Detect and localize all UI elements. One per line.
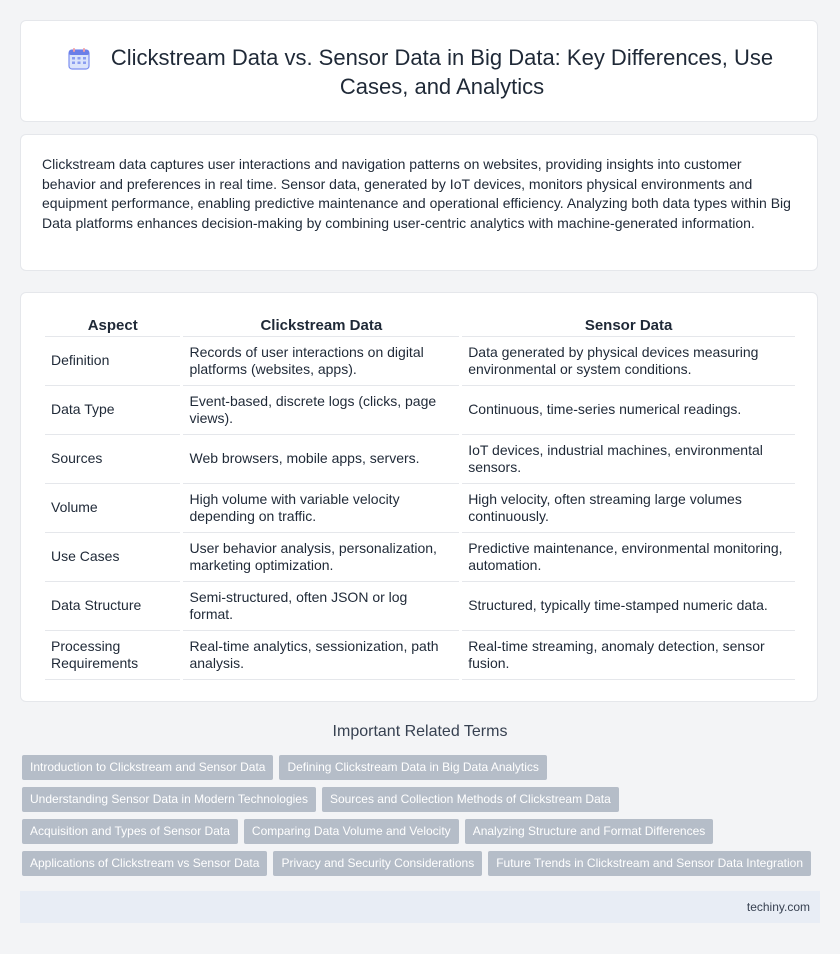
row-clickstream: Real-time analytics, sessionization, path analysis.: [183, 631, 459, 680]
title-card: [20, 20, 818, 122]
page-title: Clickstream Data vs. Sensor Data in Big Data: Key Differences, Use Cases, and Analytics: [110, 45, 774, 99]
row-aspect: Use Cases: [45, 533, 180, 582]
row-aspect: Definition: [45, 337, 180, 386]
intro-card: [20, 134, 818, 271]
related-term-tag[interactable]: Analyzing Structure and Format Differences: [465, 819, 714, 844]
table-row: [45, 337, 795, 386]
table-row: [45, 435, 795, 484]
related-term-tag[interactable]: Future Trends in Clickstream and Sensor Data Integration: [488, 851, 811, 876]
intro-paragraph: Clickstream data captures user interactions and navigation patterns on websites, providing insights into customer behavior and preferences in real time. Sensor data, generated by IoT devices, monitors physical environments and equipment performance, enabling predictive maintenance and operational efficiency. Analyzing both data types within Big Data platforms enhances decision-making by combining user-centric analytics with machine-generated information.: [42, 156, 791, 231]
table-row: [45, 631, 795, 680]
header-sensor: Sensor Data: [462, 314, 795, 337]
related-term-tag[interactable]: Acquisition and Types of Sensor Data: [22, 819, 238, 844]
header-aspect: Aspect: [45, 314, 180, 337]
related-term-tag[interactable]: Understanding Sensor Data in Modern Technologies: [22, 787, 316, 812]
related-term-tag[interactable]: Introduction to Clickstream and Sensor Data: [22, 755, 273, 780]
row-aspect: Data Structure: [45, 582, 180, 631]
row-aspect: Data Type: [45, 386, 180, 435]
related-terms-list: [22, 755, 822, 883]
row-aspect: Sources: [45, 435, 180, 484]
row-sensor: Continuous, time-series numerical readings.: [462, 386, 795, 435]
row-clickstream: Event-based, discrete logs (clicks, page views).: [183, 386, 459, 435]
related-term-tag[interactable]: Defining Clickstream Data in Big Data Analytics: [279, 755, 546, 780]
row-aspect: Processing Requirements: [45, 631, 180, 680]
related-terms-heading: Important Related Terms: [332, 723, 508, 740]
related-term-tag[interactable]: Sources and Collection Methods of Clickstream Data: [322, 787, 619, 812]
row-sensor: High velocity, often streaming large volumes continuously.: [462, 484, 795, 533]
table-row: [45, 386, 795, 435]
row-clickstream: Records of user interactions on digital platforms (websites, apps).: [183, 337, 459, 386]
table-header-row: [45, 314, 795, 337]
comparison-table: [42, 314, 798, 680]
related-term-tag[interactable]: Privacy and Security Considerations: [273, 851, 482, 876]
row-sensor: IoT devices, industrial machines, environmental sensors.: [462, 435, 795, 484]
related-term-tag[interactable]: Applications of Clickstream vs Sensor Data: [22, 851, 267, 876]
row-clickstream: Web browsers, mobile apps, servers.: [183, 435, 459, 484]
row-sensor: Real-time streaming, anomaly detection, sensor fusion.: [462, 631, 795, 680]
table-row: [45, 582, 795, 631]
footer-site-link[interactable]: techiny.com: [746, 900, 810, 914]
table-row: [45, 533, 795, 582]
row-clickstream: User behavior analysis, personalization, marketing optimization.: [183, 533, 459, 582]
row-sensor: Data generated by physical devices measuring environmental or system conditions.: [462, 337, 795, 386]
related-term-tag[interactable]: Comparing Data Volume and Velocity: [244, 819, 459, 844]
row-clickstream: High volume with variable velocity depending on traffic.: [183, 484, 459, 533]
row-aspect: Volume: [45, 484, 180, 533]
footer: [20, 891, 820, 923]
row-clickstream: Semi-structured, often JSON or log format.: [183, 582, 459, 631]
table-row: [45, 484, 795, 533]
row-sensor: Predictive maintenance, environmental monitoring, automation.: [462, 533, 795, 582]
row-sensor: Structured, typically time-stamped numeric data.: [462, 582, 795, 631]
comparison-table-card: [20, 292, 818, 702]
header-clickstream: Clickstream Data: [183, 314, 459, 337]
